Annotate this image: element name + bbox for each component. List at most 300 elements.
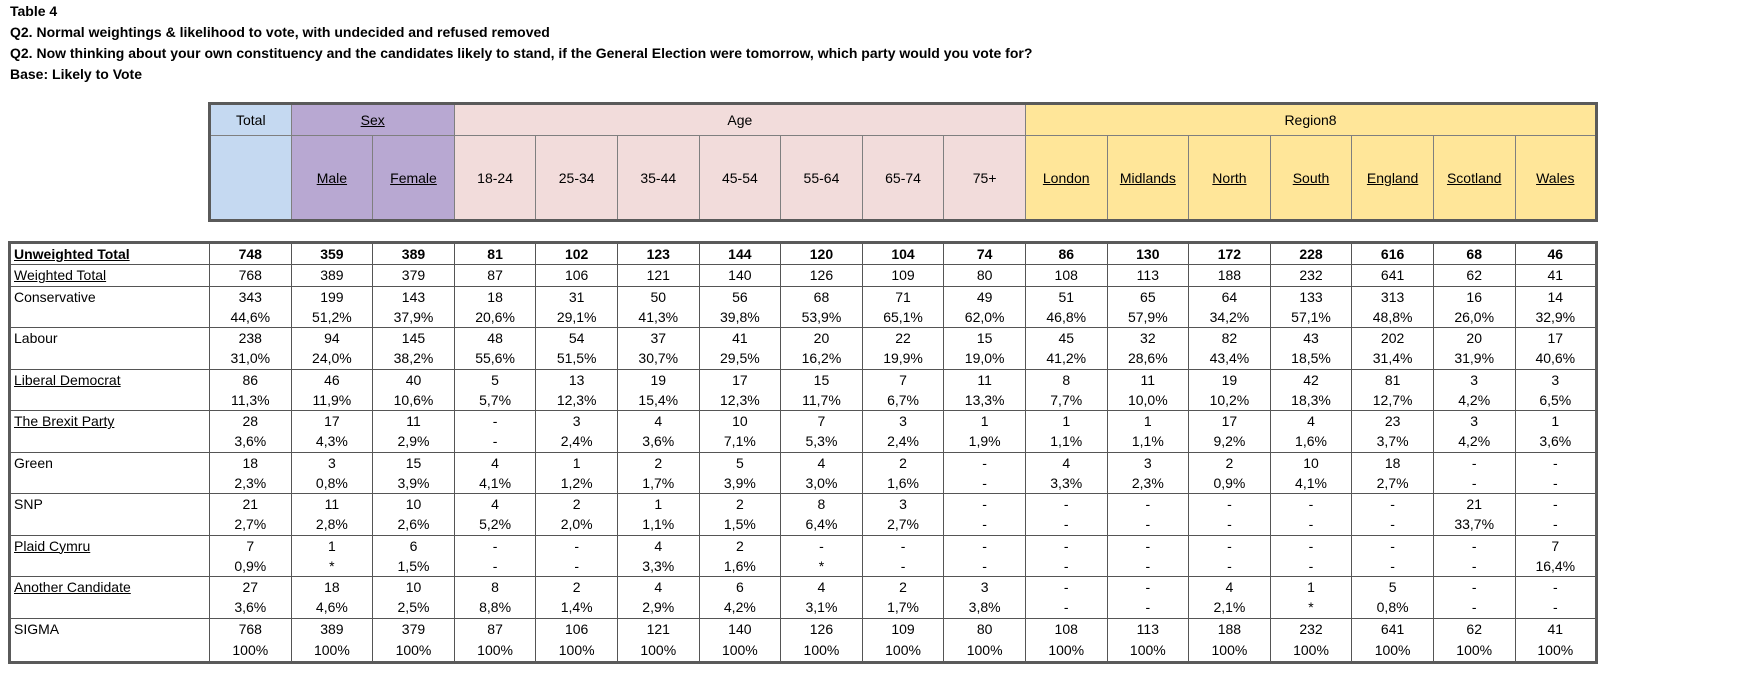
table-cell: 108 bbox=[1025, 265, 1107, 286]
table-cell: - bbox=[1107, 494, 1189, 515]
table-cell: 4,1% bbox=[1270, 473, 1352, 494]
table-cell: - bbox=[1433, 597, 1515, 618]
table-cell: 8,8% bbox=[454, 597, 536, 618]
table-cell: 31,0% bbox=[210, 348, 292, 369]
table-cell: - bbox=[1433, 452, 1515, 473]
table-cell: 2 bbox=[536, 494, 618, 515]
table-cell: 54 bbox=[536, 328, 618, 349]
table-cell: 13 bbox=[536, 369, 618, 390]
table-cell: 188 bbox=[1189, 618, 1271, 639]
table-cell: 17 bbox=[291, 411, 373, 432]
table-cell: - bbox=[1515, 577, 1597, 598]
row-label bbox=[10, 514, 210, 535]
table-cell: 62,0% bbox=[944, 307, 1026, 328]
table-cell: - bbox=[454, 411, 536, 432]
table-cell: 2,1% bbox=[1189, 597, 1271, 618]
table-cell: 21 bbox=[210, 494, 292, 515]
table-cell: 11 bbox=[1107, 369, 1189, 390]
table-cell: 3 bbox=[1107, 452, 1189, 473]
table-cell: 1,5% bbox=[699, 514, 781, 535]
table-row bbox=[10, 556, 1597, 577]
table-cell: 32 bbox=[1107, 328, 1189, 349]
table-cell: 0,8% bbox=[1352, 597, 1434, 618]
table-cell: 1,1% bbox=[617, 514, 699, 535]
table-row bbox=[10, 597, 1597, 618]
table-cell: 100% bbox=[373, 639, 455, 663]
table-cell: 18 bbox=[1352, 452, 1434, 473]
table-cell: 100% bbox=[1107, 639, 1189, 663]
table-cell: 2,7% bbox=[862, 514, 944, 535]
table-cell: 4 bbox=[781, 452, 863, 473]
table-cell: 18,3% bbox=[1270, 390, 1352, 411]
table-cell: 16 bbox=[1433, 286, 1515, 307]
table-cell: 51,2% bbox=[291, 307, 373, 328]
table-cell: 100% bbox=[1025, 639, 1107, 663]
table-cell: 15,4% bbox=[617, 390, 699, 411]
table-cell: - bbox=[1433, 473, 1515, 494]
table-cell: 32,9% bbox=[1515, 307, 1597, 328]
table-cell: 31,9% bbox=[1433, 348, 1515, 369]
table-cell: 126 bbox=[781, 618, 863, 639]
data-table bbox=[8, 241, 1598, 664]
column-header: 75+ bbox=[944, 136, 1026, 221]
table-cell: 10 bbox=[699, 411, 781, 432]
table-cell: 19 bbox=[617, 369, 699, 390]
table-cell: 1,2% bbox=[536, 473, 618, 494]
table-cell: 3,0% bbox=[781, 473, 863, 494]
table-cell: 5 bbox=[699, 452, 781, 473]
table-cell: - bbox=[781, 535, 863, 556]
table-cell: 41 bbox=[1515, 618, 1597, 639]
table-cell: 2,3% bbox=[210, 473, 292, 494]
table-cell: 5,3% bbox=[781, 431, 863, 452]
table-cell: 4,6% bbox=[291, 597, 373, 618]
table-cell: 2 bbox=[1189, 452, 1271, 473]
table-cell: 57,1% bbox=[1270, 307, 1352, 328]
table-cell: - bbox=[1515, 514, 1597, 535]
table-cell: 27 bbox=[210, 577, 292, 598]
table-cell: 379 bbox=[373, 618, 455, 639]
table-cell: 3 bbox=[862, 411, 944, 432]
table-cell: 100% bbox=[1433, 639, 1515, 663]
table-row bbox=[10, 473, 1597, 494]
table-cell: 2,8% bbox=[291, 514, 373, 535]
table-cell: 1 bbox=[536, 452, 618, 473]
table-cell: 144 bbox=[699, 243, 781, 265]
table-cell: - bbox=[536, 535, 618, 556]
table-cell: 202 bbox=[1352, 328, 1434, 349]
table-cell: * bbox=[1270, 597, 1352, 618]
table-cell: 20 bbox=[781, 328, 863, 349]
table-cell: 10,2% bbox=[1189, 390, 1271, 411]
table-cell: 1,9% bbox=[944, 431, 1026, 452]
table-cell: 2,4% bbox=[862, 431, 944, 452]
table-cell: 18 bbox=[454, 286, 536, 307]
column-header: South bbox=[1270, 136, 1352, 221]
table-cell: 9,2% bbox=[1189, 431, 1271, 452]
table-cell: 43,4% bbox=[1189, 348, 1271, 369]
table-cell: 53,9% bbox=[781, 307, 863, 328]
table-cell: 1,4% bbox=[536, 597, 618, 618]
table-row bbox=[10, 431, 1597, 452]
table-cell: - bbox=[1025, 494, 1107, 515]
table-cell: 51 bbox=[1025, 286, 1107, 307]
column-header: Wales bbox=[1515, 136, 1597, 221]
table-cell: 81 bbox=[1352, 369, 1434, 390]
table-cell: 14 bbox=[1515, 286, 1597, 307]
table-cell: 3 bbox=[1433, 369, 1515, 390]
table-cell: 389 bbox=[291, 618, 373, 639]
row-label bbox=[10, 307, 210, 328]
table-cell: 41 bbox=[699, 328, 781, 349]
table-cell: 102 bbox=[536, 243, 618, 265]
table-cell: 616 bbox=[1352, 243, 1434, 265]
table-cell: 10 bbox=[373, 494, 455, 515]
table-cell: 2,9% bbox=[373, 431, 455, 452]
table-cell: 40,6% bbox=[1515, 348, 1597, 369]
table-cell: 3,9% bbox=[373, 473, 455, 494]
table-cell: - bbox=[1270, 494, 1352, 515]
table-cell: 44,6% bbox=[210, 307, 292, 328]
table-cell: 133 bbox=[1270, 286, 1352, 307]
table-cell: 1,6% bbox=[862, 473, 944, 494]
table-cell: 46 bbox=[1515, 243, 1597, 265]
table-cell: 7 bbox=[862, 369, 944, 390]
row-label: Conservative bbox=[10, 286, 210, 307]
table-cell: 100% bbox=[1189, 639, 1271, 663]
table-cell: - bbox=[1515, 494, 1597, 515]
column-header: 18-24 bbox=[454, 136, 536, 221]
table-cell: 29,1% bbox=[536, 307, 618, 328]
table-cell: 68 bbox=[781, 286, 863, 307]
table-cell: - bbox=[1515, 452, 1597, 473]
table-cell: - bbox=[1189, 514, 1271, 535]
table-cell: 1 bbox=[617, 494, 699, 515]
column-header: Scotland bbox=[1433, 136, 1515, 221]
table-cell: 81 bbox=[454, 243, 536, 265]
table-cell: - bbox=[944, 535, 1026, 556]
table-cell: 65,1% bbox=[862, 307, 944, 328]
table-cell: 2 bbox=[699, 535, 781, 556]
row-label: Weighted Total bbox=[10, 265, 210, 286]
table-cell: 6,4% bbox=[781, 514, 863, 535]
table-cell: 21 bbox=[1433, 494, 1515, 515]
column-header: London bbox=[1025, 136, 1107, 221]
table-cell: 3,7% bbox=[1352, 431, 1434, 452]
table-cell: 3 bbox=[1515, 369, 1597, 390]
table-cell: 389 bbox=[291, 265, 373, 286]
table-cell: 106 bbox=[536, 618, 618, 639]
table-cell: 42 bbox=[1270, 369, 1352, 390]
table-cell: 71 bbox=[862, 286, 944, 307]
table-cell: - bbox=[1189, 556, 1271, 577]
table-cell: 1 bbox=[291, 535, 373, 556]
table-cell: 113 bbox=[1107, 265, 1189, 286]
table-cell: 108 bbox=[1025, 618, 1107, 639]
table-cell: 2,7% bbox=[210, 514, 292, 535]
column-header: England bbox=[1352, 136, 1434, 221]
table-cell: 6,5% bbox=[1515, 390, 1597, 411]
table-cell: 768 bbox=[210, 618, 292, 639]
row-label bbox=[10, 390, 210, 411]
table-cell: 87 bbox=[454, 265, 536, 286]
table-cell: 16,2% bbox=[781, 348, 863, 369]
table-cell: 100% bbox=[944, 639, 1026, 663]
row-label: Green bbox=[10, 452, 210, 473]
table-cell: 86 bbox=[210, 369, 292, 390]
table-row bbox=[10, 494, 1597, 515]
table-row bbox=[10, 577, 1597, 598]
table-cell: 7 bbox=[210, 535, 292, 556]
table-cell: 4,1% bbox=[454, 473, 536, 494]
table-cell: 17 bbox=[1189, 411, 1271, 432]
table-cell: 94 bbox=[291, 328, 373, 349]
table-cell: 45 bbox=[1025, 328, 1107, 349]
table-cell: 5,2% bbox=[454, 514, 536, 535]
table-cell: 145 bbox=[373, 328, 455, 349]
table-cell: - bbox=[944, 494, 1026, 515]
table-cell: 188 bbox=[1189, 265, 1271, 286]
table-cell: - bbox=[1025, 577, 1107, 598]
table-row bbox=[10, 411, 1597, 432]
table-cell: - bbox=[1107, 514, 1189, 535]
table-cell: 4 bbox=[617, 535, 699, 556]
table-cell: 100% bbox=[291, 639, 373, 663]
table-cell: 30,7% bbox=[617, 348, 699, 369]
table-cell: 113 bbox=[1107, 618, 1189, 639]
table-row bbox=[10, 639, 1597, 663]
table-cell: 100% bbox=[1270, 639, 1352, 663]
table-cell: 11 bbox=[291, 494, 373, 515]
row-label bbox=[10, 473, 210, 494]
table-cell: 40 bbox=[373, 369, 455, 390]
table-cell: 74 bbox=[944, 243, 1026, 265]
table-cell: 2 bbox=[536, 577, 618, 598]
title-line: Q2. Normal weightings & likelihood to vote, with undecided and refused removed bbox=[10, 24, 550, 40]
table-cell: * bbox=[781, 556, 863, 577]
table-cell: 313 bbox=[1352, 286, 1434, 307]
row-label: The Brexit Party bbox=[10, 411, 210, 432]
table-cell: 15 bbox=[781, 369, 863, 390]
table-cell: 3,3% bbox=[1025, 473, 1107, 494]
column-header: Male bbox=[291, 136, 373, 221]
table-cell: - bbox=[944, 473, 1026, 494]
row-label bbox=[10, 348, 210, 369]
table-cell: - bbox=[1107, 535, 1189, 556]
table-cell: - bbox=[944, 514, 1026, 535]
table-cell: 3,8% bbox=[944, 597, 1026, 618]
table-cell: 17 bbox=[699, 369, 781, 390]
table-cell: 13,3% bbox=[944, 390, 1026, 411]
table-cell: 86 bbox=[1025, 243, 1107, 265]
table-cell: 38,2% bbox=[373, 348, 455, 369]
row-label: Unweighted Total bbox=[10, 243, 210, 265]
table-cell: 2,9% bbox=[617, 597, 699, 618]
group-header-sex: Sex bbox=[291, 104, 454, 136]
table-cell: 28,6% bbox=[1107, 348, 1189, 369]
table-cell: 238 bbox=[210, 328, 292, 349]
table-cell: 1,1% bbox=[1107, 431, 1189, 452]
table-row bbox=[10, 535, 1597, 556]
table-cell: 7,1% bbox=[699, 431, 781, 452]
table-row bbox=[10, 348, 1597, 369]
table-cell: 389 bbox=[373, 243, 455, 265]
table-cell: - bbox=[1433, 577, 1515, 598]
table-cell: 100% bbox=[210, 639, 292, 663]
table-cell: 4,2% bbox=[699, 597, 781, 618]
table-cell: 23 bbox=[1352, 411, 1434, 432]
row-label: Plaid Cymru bbox=[10, 535, 210, 556]
table-cell: - bbox=[1270, 556, 1352, 577]
table-row bbox=[10, 265, 1597, 286]
table-cell: 126 bbox=[781, 265, 863, 286]
table-cell: 4,3% bbox=[291, 431, 373, 452]
table-cell: 2,0% bbox=[536, 514, 618, 535]
table-cell: 11,3% bbox=[210, 390, 292, 411]
table-cell: 20 bbox=[1433, 328, 1515, 349]
table-cell: 82 bbox=[1189, 328, 1271, 349]
table-cell: 80 bbox=[944, 618, 1026, 639]
table-cell: - bbox=[536, 556, 618, 577]
table-cell: 6 bbox=[373, 535, 455, 556]
table-cell: 28 bbox=[210, 411, 292, 432]
table-cell: 11 bbox=[373, 411, 455, 432]
column-header: 45-54 bbox=[699, 136, 781, 221]
table-cell: 121 bbox=[617, 265, 699, 286]
table-cell: 15 bbox=[373, 452, 455, 473]
table-cell: 3,6% bbox=[617, 431, 699, 452]
title-line: Table 4 bbox=[10, 3, 58, 19]
table-cell: - bbox=[454, 431, 536, 452]
table-cell: 1,7% bbox=[862, 597, 944, 618]
table-cell: - bbox=[1025, 597, 1107, 618]
column-header: 35-44 bbox=[617, 136, 699, 221]
table-cell: 18 bbox=[291, 577, 373, 598]
table-cell: - bbox=[1025, 556, 1107, 577]
table-cell: 0,9% bbox=[210, 556, 292, 577]
table-cell: - bbox=[1107, 597, 1189, 618]
table-cell: 1,5% bbox=[373, 556, 455, 577]
table-cell: 3 bbox=[944, 577, 1026, 598]
table-cell: - bbox=[1025, 514, 1107, 535]
table-cell: 5,7% bbox=[454, 390, 536, 411]
table-cell: 51,5% bbox=[536, 348, 618, 369]
table-cell: 100% bbox=[862, 639, 944, 663]
table-cell: 19,9% bbox=[862, 348, 944, 369]
table-cell: 100% bbox=[454, 639, 536, 663]
table-cell: 1,6% bbox=[1270, 431, 1352, 452]
table-row bbox=[10, 452, 1597, 473]
table-cell: - bbox=[862, 535, 944, 556]
column-header bbox=[210, 136, 292, 221]
table-cell: 3,6% bbox=[1515, 431, 1597, 452]
table-cell: 100% bbox=[536, 639, 618, 663]
table-cell: 2,6% bbox=[373, 514, 455, 535]
table-cell: 3,9% bbox=[699, 473, 781, 494]
table-cell: 37,9% bbox=[373, 307, 455, 328]
table-row bbox=[10, 307, 1597, 328]
table-cell: - bbox=[1515, 473, 1597, 494]
table-cell: 24,0% bbox=[291, 348, 373, 369]
table-cell: 1 bbox=[1107, 411, 1189, 432]
table-cell: 10 bbox=[373, 577, 455, 598]
table-titles bbox=[10, 1, 1032, 85]
table-cell: 50 bbox=[617, 286, 699, 307]
column-header: North bbox=[1189, 136, 1271, 221]
table-cell: 11,7% bbox=[781, 390, 863, 411]
table-cell: 359 bbox=[291, 243, 373, 265]
table-cell: 10 bbox=[1270, 452, 1352, 473]
table-cell: 46,8% bbox=[1025, 307, 1107, 328]
table-cell: 100% bbox=[1515, 639, 1597, 663]
table-cell: 41 bbox=[1515, 265, 1597, 286]
table-cell: 2,5% bbox=[373, 597, 455, 618]
table-cell: 19,0% bbox=[944, 348, 1026, 369]
table-cell: 199 bbox=[291, 286, 373, 307]
row-label: SNP bbox=[10, 494, 210, 515]
table-cell: 48,8% bbox=[1352, 307, 1434, 328]
table-cell: - bbox=[1352, 556, 1434, 577]
table-cell: - bbox=[862, 556, 944, 577]
table-cell: 12,7% bbox=[1352, 390, 1434, 411]
table-cell: 3 bbox=[536, 411, 618, 432]
table-cell: 3,6% bbox=[210, 597, 292, 618]
table-cell: 87 bbox=[454, 618, 536, 639]
table-cell: 4 bbox=[1025, 452, 1107, 473]
column-header: Midlands bbox=[1107, 136, 1189, 221]
table-cell: 19 bbox=[1189, 369, 1271, 390]
table-cell: - bbox=[454, 535, 536, 556]
table-cell: 3,3% bbox=[617, 556, 699, 577]
table-cell: * bbox=[291, 556, 373, 577]
table-cell: 80 bbox=[944, 265, 1026, 286]
group-header-age: Age bbox=[454, 104, 1025, 136]
table-cell: - bbox=[1352, 535, 1434, 556]
column-header: Female bbox=[373, 136, 455, 221]
table-cell: 2,7% bbox=[1352, 473, 1434, 494]
table-cell: 8 bbox=[1025, 369, 1107, 390]
table-cell: 26,0% bbox=[1433, 307, 1515, 328]
table-cell: 4 bbox=[617, 577, 699, 598]
table-row bbox=[10, 369, 1597, 390]
table-cell: 39,8% bbox=[699, 307, 781, 328]
table-cell: 12,3% bbox=[699, 390, 781, 411]
table-cell: 56 bbox=[699, 286, 781, 307]
table-cell: 641 bbox=[1352, 265, 1434, 286]
table-cell: - bbox=[1189, 494, 1271, 515]
table-cell: 6 bbox=[699, 577, 781, 598]
table-cell: 0,8% bbox=[291, 473, 373, 494]
table-cell: 343 bbox=[210, 286, 292, 307]
table-cell: 7 bbox=[1515, 535, 1597, 556]
table-cell: 100% bbox=[617, 639, 699, 663]
table-cell: 29,5% bbox=[699, 348, 781, 369]
table-cell: 3,6% bbox=[210, 431, 292, 452]
table-cell: - bbox=[454, 556, 536, 577]
table-cell: 6,7% bbox=[862, 390, 944, 411]
table-cell: 641 bbox=[1352, 618, 1434, 639]
table-cell: - bbox=[944, 556, 1026, 577]
row-label: Liberal Democrat bbox=[10, 369, 210, 390]
table-cell: 7 bbox=[781, 411, 863, 432]
table-cell: 2,4% bbox=[536, 431, 618, 452]
table-cell: - bbox=[1352, 494, 1434, 515]
table-cell: 18,5% bbox=[1270, 348, 1352, 369]
group-header-region8: Region8 bbox=[1025, 104, 1596, 136]
table-cell: 31,4% bbox=[1352, 348, 1434, 369]
table-cell: 104 bbox=[862, 243, 944, 265]
row-label: Labour bbox=[10, 328, 210, 349]
